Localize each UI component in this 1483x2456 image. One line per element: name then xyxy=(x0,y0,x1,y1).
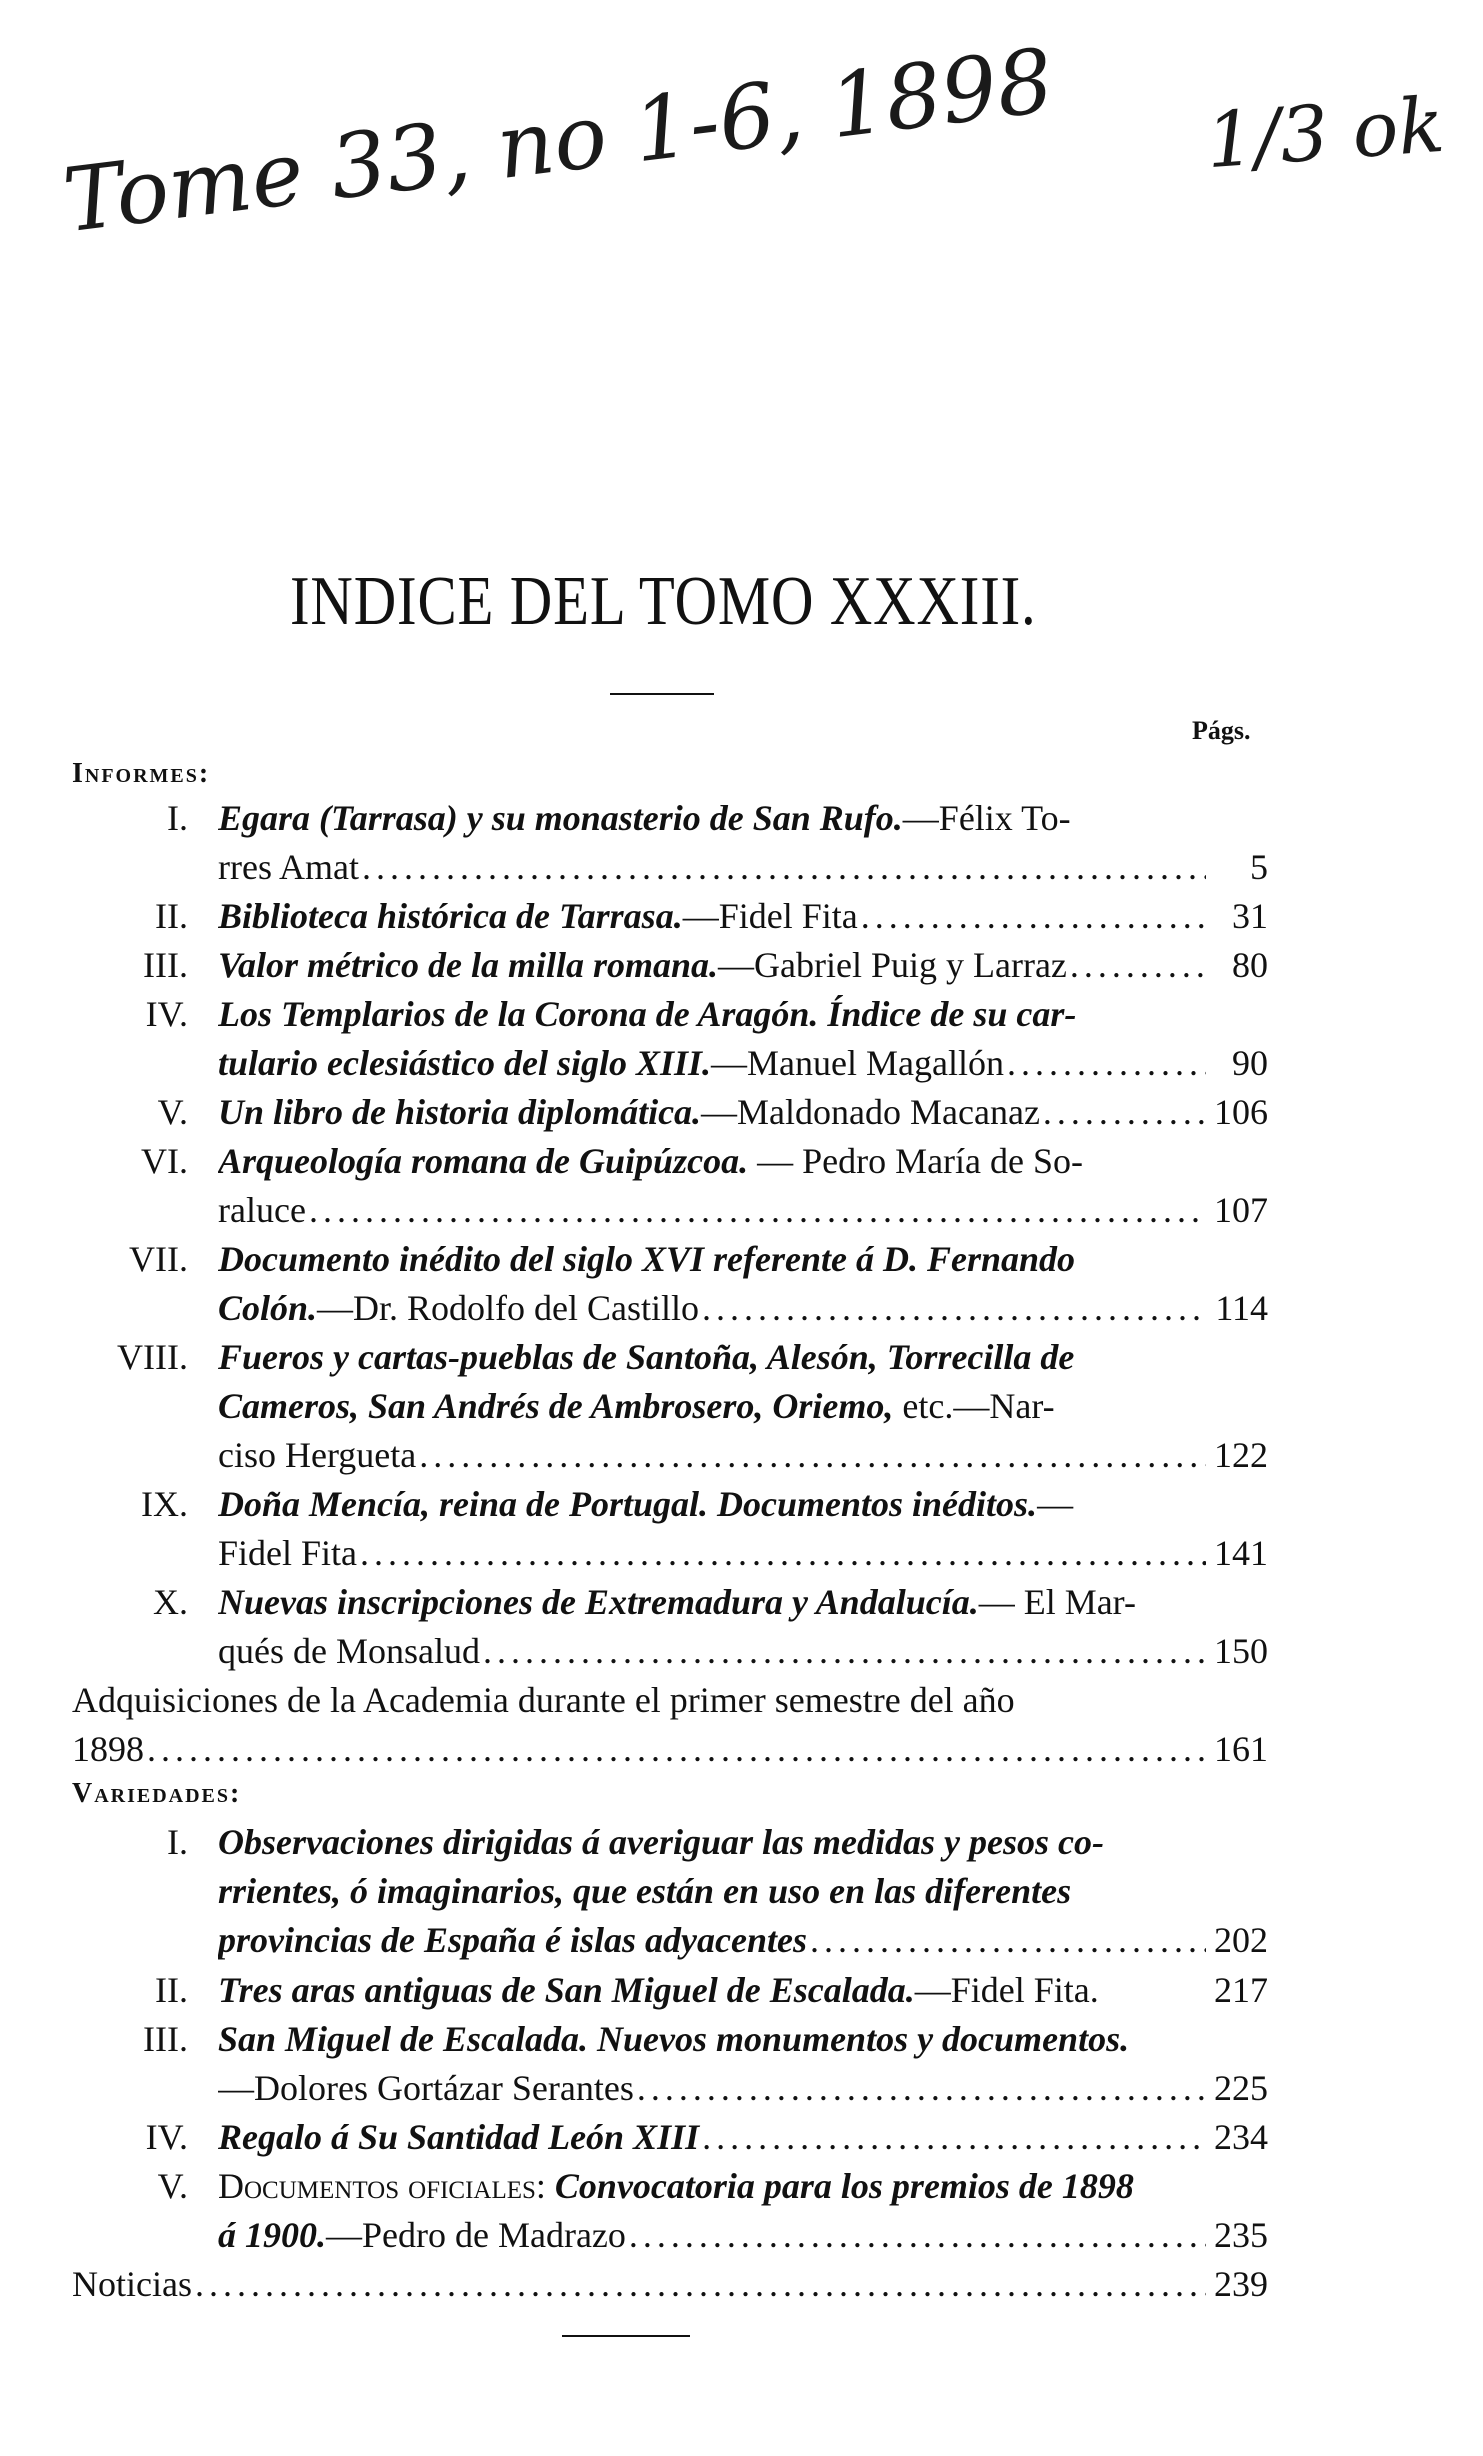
entry-informe-4 xyxy=(58,990,1268,1088)
entry-number: IX. xyxy=(141,1484,188,1524)
entry-author: —Pedro de Madrazo xyxy=(326,2215,626,2255)
entry-title: Regalo á Su Santidad León XIII xyxy=(218,2117,700,2157)
entry-author: etc.—Nar- xyxy=(893,1386,1055,1426)
entry-title: Tres aras antiguas de San Miguel de Escalada. xyxy=(218,1970,915,2010)
entry-variedad-5 xyxy=(58,2162,1268,2260)
entry-title: Biblioteca histórica de Tarrasa. xyxy=(218,896,683,936)
entry-author: —Gabriel Puig y Larraz xyxy=(718,945,1067,985)
entry-informe-1 xyxy=(58,794,1268,892)
entry-title-cont: á 1900. xyxy=(218,2215,326,2255)
entry-number: V. xyxy=(157,1092,188,1132)
entry-author-cont: Fidel Fita xyxy=(218,1533,358,1573)
entry-page: 107 xyxy=(1214,1190,1268,1230)
entry-number: II. xyxy=(155,896,188,936)
entry-title: Observaciones dirigidas á averiguar las medidas y pesos co- xyxy=(218,1822,1104,1862)
entry-page: 234 xyxy=(1214,2117,1268,2157)
dot-leader xyxy=(1043,1088,1206,1137)
entry-author: —Fidel Fita. xyxy=(914,1970,1099,2010)
index-title: INDICE DEL TOMO XXXIII. xyxy=(290,563,1037,640)
entry-title: Nuevas inscripciones de Extremadura y Andalucía. xyxy=(218,1582,979,1622)
dot-leader xyxy=(810,1916,1206,1965)
entry-number: VI. xyxy=(141,1141,188,1181)
closing-rule xyxy=(562,2335,690,2337)
entry-title: Un libro de historia diplomática. xyxy=(218,1092,702,1132)
entry-informe-7 xyxy=(58,1235,1268,1333)
entry-noticias xyxy=(72,2260,1268,2309)
entry-page: 80 xyxy=(1232,945,1268,985)
section-variedades: Variedades: xyxy=(72,1778,242,1809)
entry-page: 225 xyxy=(1214,2068,1268,2108)
dot-leader xyxy=(629,2211,1206,2260)
entry-number: III. xyxy=(143,945,188,985)
entry-title: Fueros y cartas-pueblas de Santoña, Alesón, Torrecilla de xyxy=(218,1337,1075,1377)
entry-title: Arqueología romana de Guipúzcoa. xyxy=(218,1141,749,1181)
entry-author: —Fidel Fita xyxy=(682,896,858,936)
entry-author: —Dr. Rodolfo del Castillo xyxy=(317,1288,700,1328)
entry-number: VIII. xyxy=(117,1337,188,1377)
dot-leader xyxy=(861,892,1206,941)
entry-number: IV. xyxy=(145,2117,188,2157)
entry-page: 114 xyxy=(1215,1288,1268,1328)
dot-leader xyxy=(702,1284,1206,1333)
dot-leader xyxy=(637,2064,1206,2113)
handwritten-volume-note: Tome 33, no 1-6, 1898 xyxy=(58,28,1059,253)
entry-title: Noticias xyxy=(72,2264,192,2304)
dot-leader xyxy=(360,1529,1206,1578)
entry-category: Documentos oficiales: xyxy=(218,2166,546,2206)
dot-leader xyxy=(483,1627,1206,1676)
entry-page: 217 xyxy=(1214,1970,1268,2010)
entry-title: Adquisiciones de la Academia durante el primer semestre del año xyxy=(72,1680,1015,1720)
entry-page: 161 xyxy=(1214,1729,1268,1769)
entry-author-cont: ciso Hergueta xyxy=(218,1435,417,1475)
entry-informe-9 xyxy=(58,1480,1268,1578)
entry-author-cont: raluce xyxy=(218,1190,306,1230)
entry-variedad-2 xyxy=(58,1966,1268,2015)
dot-leader xyxy=(1070,941,1206,990)
entry-author: —Félix To- xyxy=(902,798,1071,838)
entry-variedad-1 xyxy=(58,1818,1268,1965)
entry-number: V. xyxy=(157,2166,188,2206)
entry-title-cont: Colón. xyxy=(218,1288,318,1328)
entry-title-cont: Cameros, San Andrés de Ambrosero, Oriemo, xyxy=(218,1386,894,1426)
entry-page: 122 xyxy=(1214,1435,1268,1475)
entry-page: 202 xyxy=(1214,1920,1268,1960)
entry-informe-5 xyxy=(58,1088,1268,1137)
dot-leader xyxy=(1007,1039,1206,1088)
entry-page: 90 xyxy=(1232,1043,1268,1083)
handwritten-check-mark: 1/3 ok xyxy=(1203,79,1448,186)
entry-informe-10 xyxy=(58,1578,1268,1676)
dot-leader xyxy=(419,1431,1206,1480)
dot-leader xyxy=(147,1725,1206,1774)
entry-page: 31 xyxy=(1232,896,1268,936)
entry-title: Convocatoria para los premios de 1898 xyxy=(545,2166,1134,2206)
section-informes: Informes: xyxy=(72,758,211,789)
entry-author-cont: qués de Monsalud xyxy=(218,1631,480,1671)
entry-page: 5 xyxy=(1250,847,1268,887)
entry-page: 235 xyxy=(1214,2215,1268,2255)
entry-author-cont: rres Amat xyxy=(218,847,359,887)
entry-number: X. xyxy=(153,1582,188,1622)
entry-number: I. xyxy=(167,1822,188,1862)
entry-author: —Dolores Gortázar Serantes xyxy=(218,2068,634,2108)
pages-column-label: Págs. xyxy=(1192,716,1251,745)
entry-informe-6 xyxy=(58,1137,1268,1235)
entry-title-cont: 1898 xyxy=(72,1729,144,1769)
entry-author: —Manuel Magallón xyxy=(711,1043,1004,1083)
entry-title: Documento inédito del siglo XVI referente á D. Fernando xyxy=(218,1239,1076,1279)
entry-number: I. xyxy=(167,798,188,838)
entry-title: Valor métrico de la milla romana. xyxy=(218,945,719,985)
entry-number: III. xyxy=(143,2019,188,2059)
entry-title: Doña Mencía, reina de Portugal. Documentos inéditos. xyxy=(218,1484,1038,1524)
entry-title-cont: rrientes, ó imaginarios, que están en uso en las diferentes xyxy=(218,1871,1072,1911)
entry-title: Los Templarios de la Corona de Aragón. Índice de su car- xyxy=(218,994,1077,1034)
entry-author: — xyxy=(1037,1484,1074,1524)
entry-author: — Pedro María de So- xyxy=(748,1141,1084,1181)
entry-number: VII. xyxy=(129,1239,188,1279)
entry-variedad-3 xyxy=(58,2015,1268,2113)
entry-variedad-4 xyxy=(58,2113,1268,2162)
entry-page: 141 xyxy=(1214,1533,1268,1573)
entry-author: —Maldonado Macanaz xyxy=(701,1092,1040,1132)
entry-page: 150 xyxy=(1214,1631,1268,1671)
entry-number: IV. xyxy=(145,994,188,1034)
dot-leader xyxy=(309,1186,1206,1235)
entry-title-cont: tulario eclesiástico del siglo XIII. xyxy=(218,1043,712,1083)
entry-page: 106 xyxy=(1214,1092,1268,1132)
dot-leader xyxy=(362,843,1206,892)
dot-leader xyxy=(195,2260,1206,2309)
entry-author: — El Mar- xyxy=(978,1582,1136,1622)
title-rule xyxy=(610,693,714,695)
entry-adquisiciones xyxy=(72,1676,1268,1774)
dot-leader xyxy=(702,2113,1206,2162)
entry-page: 239 xyxy=(1214,2264,1268,2304)
entry-informe-2 xyxy=(58,892,1268,941)
entry-informe-8 xyxy=(58,1333,1268,1480)
entry-number: II. xyxy=(155,1970,188,2010)
entry-title: San Miguel de Escalada. Nuevos monumentos y documentos. xyxy=(218,2019,1130,2059)
entry-informe-3 xyxy=(58,941,1268,990)
entry-title: Egara (Tarrasa) y su monasterio de San Rufo. xyxy=(218,798,903,838)
entry-title-cont: provincias de España é islas adyacentes xyxy=(218,1920,807,1960)
